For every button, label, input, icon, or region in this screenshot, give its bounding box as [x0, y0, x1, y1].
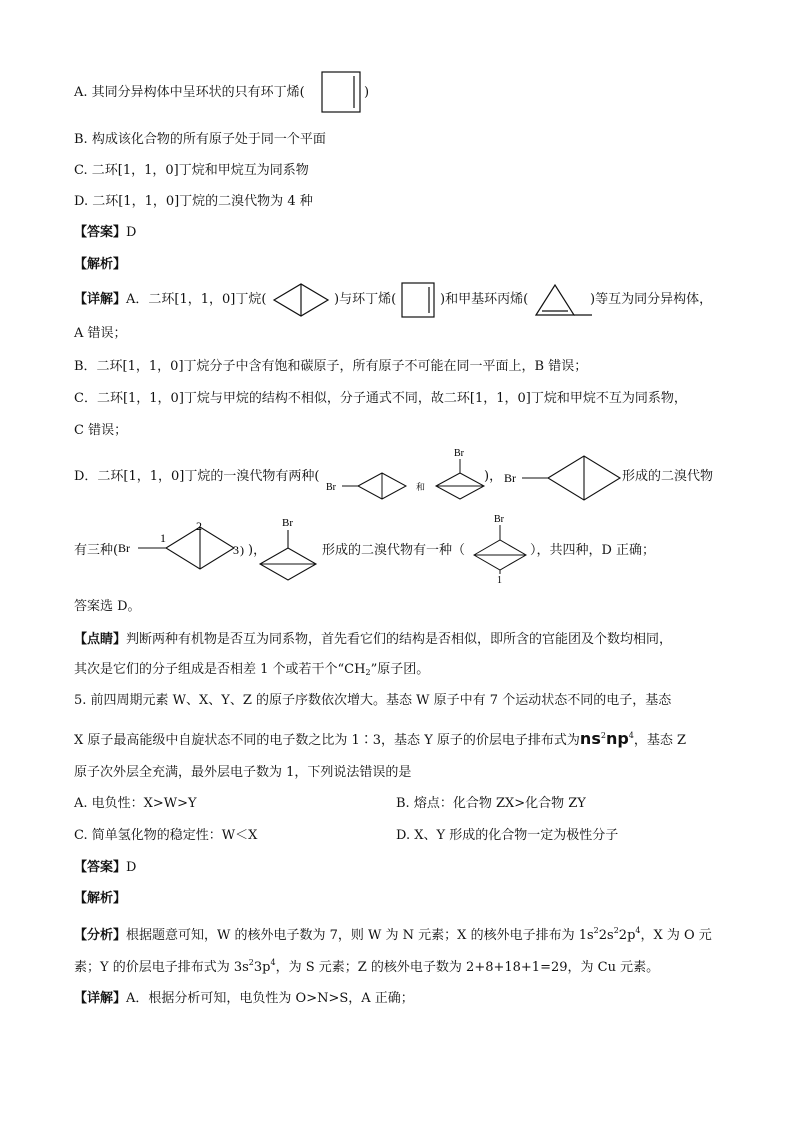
tip-line-1: 【点睛】判断两种有机物是否互为同系物，首先看它们的结构是否相似，即所含的官能团及个数均相同，	[74, 632, 673, 647]
analysis5-line-2: 素；Y 的价层电子排布式为 $3s^23p^4$，为 S 元素；Z 的核外电子数为 2+8+18+1=29，为 Cu 元素。	[74, 958, 660, 975]
option-c-q4: C. 二环[1，1，0]丁烷和甲烷互为同系物	[74, 163, 309, 178]
dibromo-bridgehead-structure	[468, 510, 532, 586]
detail-a-end: )等互为同分异构体，	[590, 292, 713, 307]
option-a-q5: A. 电负性：X>W>Y	[74, 796, 197, 811]
numbered-bromobicyclobutane	[116, 518, 256, 580]
br-label-2: Br	[454, 448, 464, 459]
detail-a-mid1: )与环丁烯(	[334, 292, 397, 307]
detail-d-q4: D．二环[1，1，0]丁烷的一溴代物有两种(	[74, 469, 320, 484]
br-label-1: Br	[326, 482, 336, 493]
q5-line-2: X 原子最高能级中自旋状态不同的电子数之比为 1∶3，基态 Y 原子的价层电子排布式为$ns^2np^4$，基态 Z	[74, 729, 687, 748]
option-d-q4: D. 二环[1，1，0]丁烷的二溴代物为 4 种	[74, 194, 313, 209]
br-label-6: Br	[494, 514, 504, 525]
cyclobutene-structure	[318, 70, 370, 116]
num-3-close-label: )	[240, 543, 244, 557]
detail-d-line2: 有三种(	[74, 543, 119, 558]
detail-c-cont: C 错误；	[74, 423, 128, 438]
num-2-label: 2	[196, 519, 202, 533]
num-1-label-2: 1	[497, 575, 502, 586]
br-label-4: Br	[118, 541, 130, 555]
option-b-q5: B. 熔点：化合物 ZX>化合物 ZY	[396, 796, 586, 811]
br-label-5: Br	[282, 517, 293, 529]
detail-d-line2-mid2: 形成的二溴代物有一种（	[322, 543, 466, 558]
q5-line-1: 5. 前四周期元素 W、X、Y、Z 的原子序数依次增大。基态 W 原子中有 7 个运动状态不同的电子，基态	[74, 693, 672, 708]
num-1-label: 1	[160, 531, 166, 545]
num-3-label: 3	[233, 543, 239, 557]
detail-d-line2-end: ），共四种，D 正确；	[530, 543, 656, 558]
answer-q4: 【答案】D	[74, 225, 137, 240]
detail-a-mid2: )和甲基环丙烯(	[440, 292, 529, 307]
detail-b-q4: B．二环[1，1，0]丁烷分子中含有饱和碳原子，所有原子不可能在同一平面上，B 错误；	[74, 359, 588, 374]
and-label: 和	[416, 482, 426, 492]
br-label-3: Br	[504, 471, 516, 485]
bromobicyclobutane-1	[502, 450, 626, 506]
bridgehead-bromobicyclobutane	[254, 512, 320, 582]
analysis5-line-1: 【分析】根据题意可知，W 的核外电子数为 7，则 W 为 N 元素；X 的核外电子排布为 $1s^22s^22p^4$，X 为 O 元	[74, 926, 712, 943]
detail-c-q4: C．二环[1，1，0]丁烷与甲烷的结构不相似，分子通式不同，故二环[1，1，0]丁烷和甲烷不互为同系物，	[74, 391, 687, 406]
detail-d-line2-mid: )，	[248, 543, 267, 558]
tip-line-2: 其次是它们的分子组成是否相差 1 个或若干个“$CH_2$”原子团。	[74, 662, 430, 677]
conclusion-q4: 答案选 D。	[74, 599, 141, 614]
detail-a-cont: A 错误；	[74, 326, 127, 341]
detail-a-q4: 【详解】A．二环[1，1，0]丁烷(	[74, 292, 267, 307]
detail5-a: 【详解】A．根据分析可知，电负性为 O>N>S，A 正确；	[74, 991, 414, 1006]
q5-line-3: 原子次外层全充满，最外层电子数为 1，下列说法错误的是	[74, 765, 412, 780]
option-c-q5: C. 简单氢化物的稳定性：W＜X	[74, 828, 258, 843]
option-a-q4: A. 其同分异构体中呈环状的只有环丁烯(	[74, 85, 305, 100]
option-b-q4: B. 构成该化合物的所有原子处于同一个平面	[74, 132, 326, 147]
monobromo-structures	[324, 446, 490, 502]
analysis-heading-q5: 【解析】	[74, 891, 127, 906]
option-d-q5: D. X、Y 形成的化合物一定为极性分子	[396, 828, 619, 843]
detail-d-tail: 形成的二溴代物	[622, 469, 714, 484]
methylcyclopropene-structure	[532, 281, 594, 321]
bicyclobutane-structure	[270, 280, 332, 320]
analysis-heading-q4: 【解析】	[74, 257, 127, 272]
cyclobutene-structure-2	[398, 281, 440, 321]
detail-d-sep: )，	[484, 469, 503, 484]
option-a-close: )	[364, 85, 370, 100]
answer-q5: 【答案】D	[74, 860, 137, 875]
